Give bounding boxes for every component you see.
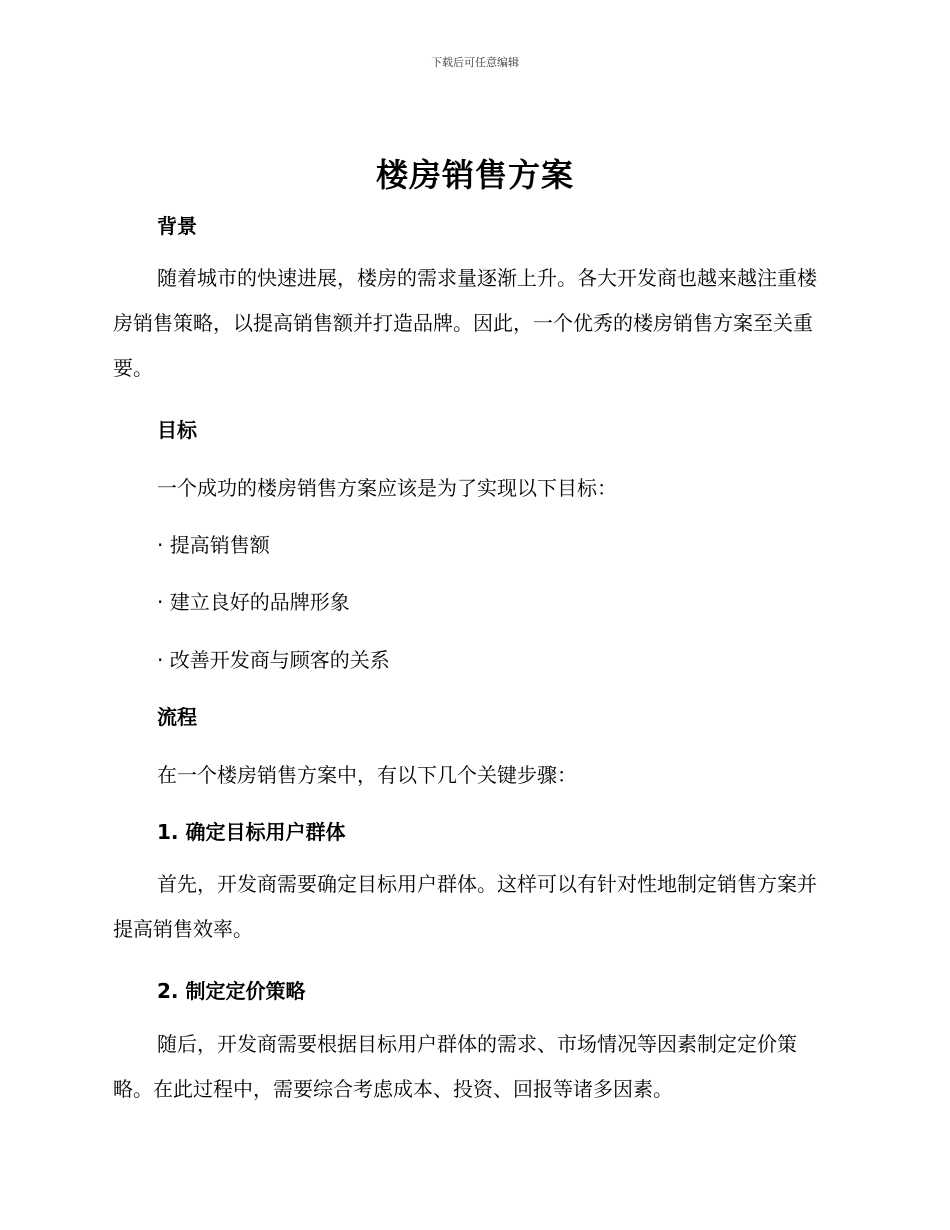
goals-intro: 一个成功的楼房销售方案应该是为了实现以下目标： [157,476,617,500]
header-note: 下载后可任意编辑 [431,56,519,69]
step-heading-1: 1. 确定目标用户群体 [157,820,346,844]
section-heading-background: 背景 [157,214,197,238]
step-heading-2: 2. 制定定价策略 [157,979,306,1003]
section-heading-process: 流程 [157,705,197,729]
section-heading-goals: 目标 [157,418,197,442]
goal-item: · 改善开发商与顾客的关系 [157,648,390,672]
goal-item: · 提高销售额 [157,533,270,557]
goal-item: · 建立良好的品牌形象 [157,590,350,614]
paragraph-background: 随着城市的快速进展，楼房的需求量逐渐上升。各大开发商也越来越注重楼房销售策略，以提高销售额并打造品牌。因此，一个优秀的楼房销售方案至关重要。 [113,266,817,380]
document-title: 楼房销售方案 [375,156,574,194]
step-paragraph-1: 首先，开发商需要确定目标用户群体。这样可以有针对性地制定销售方案并提高销售效率。 [113,872,817,941]
process-intro: 在一个楼房销售方案中，有以下几个关键步骤： [157,763,577,787]
step-paragraph-2: 随后，开发商需要根据目标用户群体的需求、市场情况等因素制定定价策略。在此过程中，需要综合考虑成本、投资、回报等诸多因素。 [113,1032,797,1101]
